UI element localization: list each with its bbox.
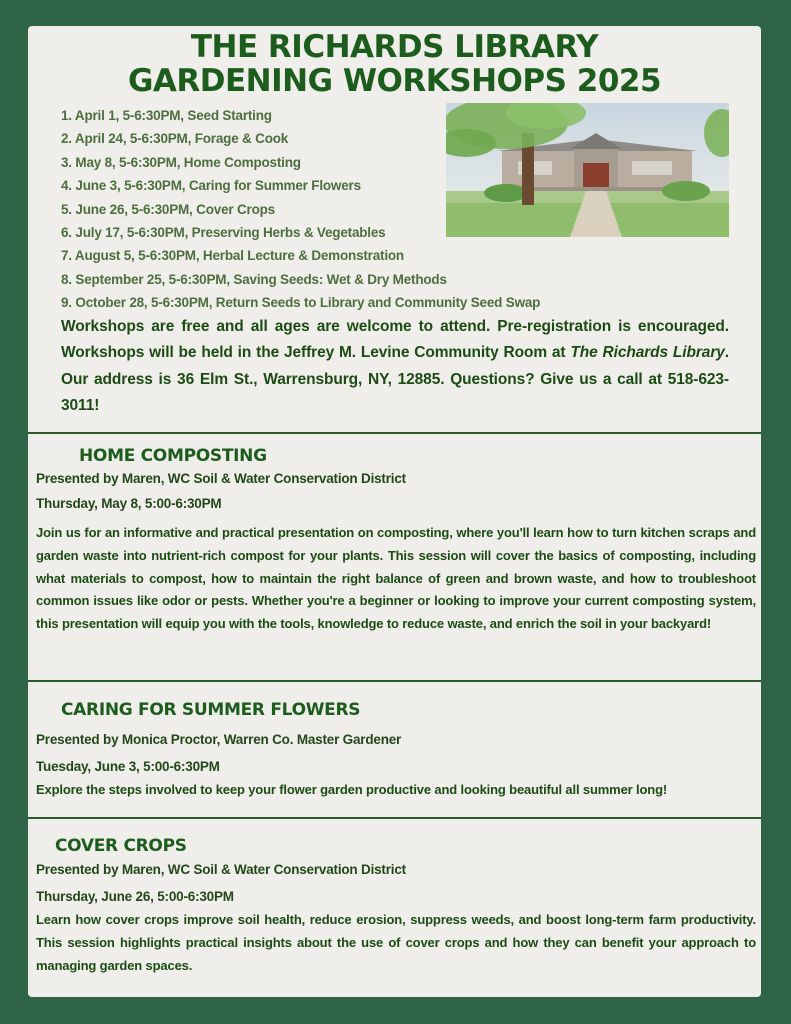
- section-date: Thursday, June 26, 5:00-6:30PM: [36, 889, 234, 904]
- section-title-home-composting: HOME COMPOSTING: [79, 446, 267, 466]
- section-date: Thursday, May 8, 5:00-6:30PM: [36, 496, 222, 511]
- page-title: [28, 30, 761, 98]
- section-title-caring-summer-flowers: CARING FOR SUMMER FLOWERS: [61, 700, 361, 720]
- workshop-item: 9. October 28, 5-6:30PM, Return Seeds to Library and Community Seed Swap: [61, 295, 541, 311]
- section-presenter: Presented by Monica Proctor, Warren Co. Master Gardener: [36, 732, 402, 747]
- section-title-cover-crops: COVER CROPS: [55, 836, 187, 856]
- library-name: The Richards Library: [570, 344, 725, 362]
- library-illustration: [446, 103, 729, 237]
- intro-paragraph: [61, 314, 729, 420]
- section-divider: [28, 432, 761, 434]
- flyer-panel: [28, 26, 761, 997]
- section-divider: [28, 680, 761, 682]
- section-divider: [28, 817, 761, 819]
- workshop-item: 4. June 3, 5-6:30PM, Caring for Summer Flowers: [61, 178, 361, 194]
- section-presenter: Presented by Maren, WC Soil & Water Conservation District: [36, 862, 406, 877]
- workshop-item: 5. June 26, 5-6:30PM, Cover Crops: [61, 201, 275, 217]
- section-description: Explore the steps involved to keep your flower garden productive and looking beautiful all summer long!: [36, 782, 668, 797]
- intro-text-1: Workshops are free and all ages are welcome to attend. Pre-registration is encouraged. Workshops will be held in the Jeffrey M. Levine Community Room at: [61, 318, 729, 362]
- title-line-2: GARDENING WORKSHOPS 2025: [127, 63, 662, 99]
- workshop-item: 8. September 25, 5-6:30PM, Saving Seeds: Wet & Dry Methods: [61, 271, 447, 287]
- workshop-item: 6. July 17, 5-6:30PM, Preserving Herbs & Vegetables: [61, 225, 386, 241]
- section-description: Join us for an informative and practical presentation on composting, where you'll learn how to turn kitchen scraps and garden waste into nutrient-rich compost for your plants. This session will cover the basics of composting, including what materials to compost, how to maintain the right balance of green and brown waste, and how to troubleshoot common issues like odor or pests. Whether you're a beginner or looking to improve your current composting system, this presentation will equip you with the tools, knowledge to reduce waste, and enrich the soil in your backyard!: [36, 525, 756, 632]
- workshop-item: 2. April 24, 5-6:30PM, Forage & Cook: [61, 131, 289, 147]
- workshop-item: 7. August 5, 5-6:30PM, Herbal Lecture & Demonstration: [61, 248, 404, 264]
- section-presenter: Presented by Maren, WC Soil & Water Conservation District: [36, 471, 406, 486]
- intro-text-2: . Our address is 36 Elm St., Warrensburg, NY, 12885. Questions? Give us a call at 518-623-3011!: [61, 344, 729, 415]
- workshop-item: 1. April 1, 5-6:30PM, Seed Starting: [61, 108, 272, 123]
- title-line-1: THE RICHARDS LIBRARY: [190, 29, 599, 65]
- section-date: Tuesday, June 3, 5:00-6:30PM: [36, 759, 220, 774]
- workshop-item: 3. May 8, 5-6:30PM, Home Composting: [61, 154, 301, 170]
- section-description: Learn how cover crops improve soil health, reduce erosion, suppress weeds, and boost long-term farm productivity. This session highlights practical insights about the use of cover crops and how they can benefit your approach to managing garden spaces.: [36, 912, 756, 973]
